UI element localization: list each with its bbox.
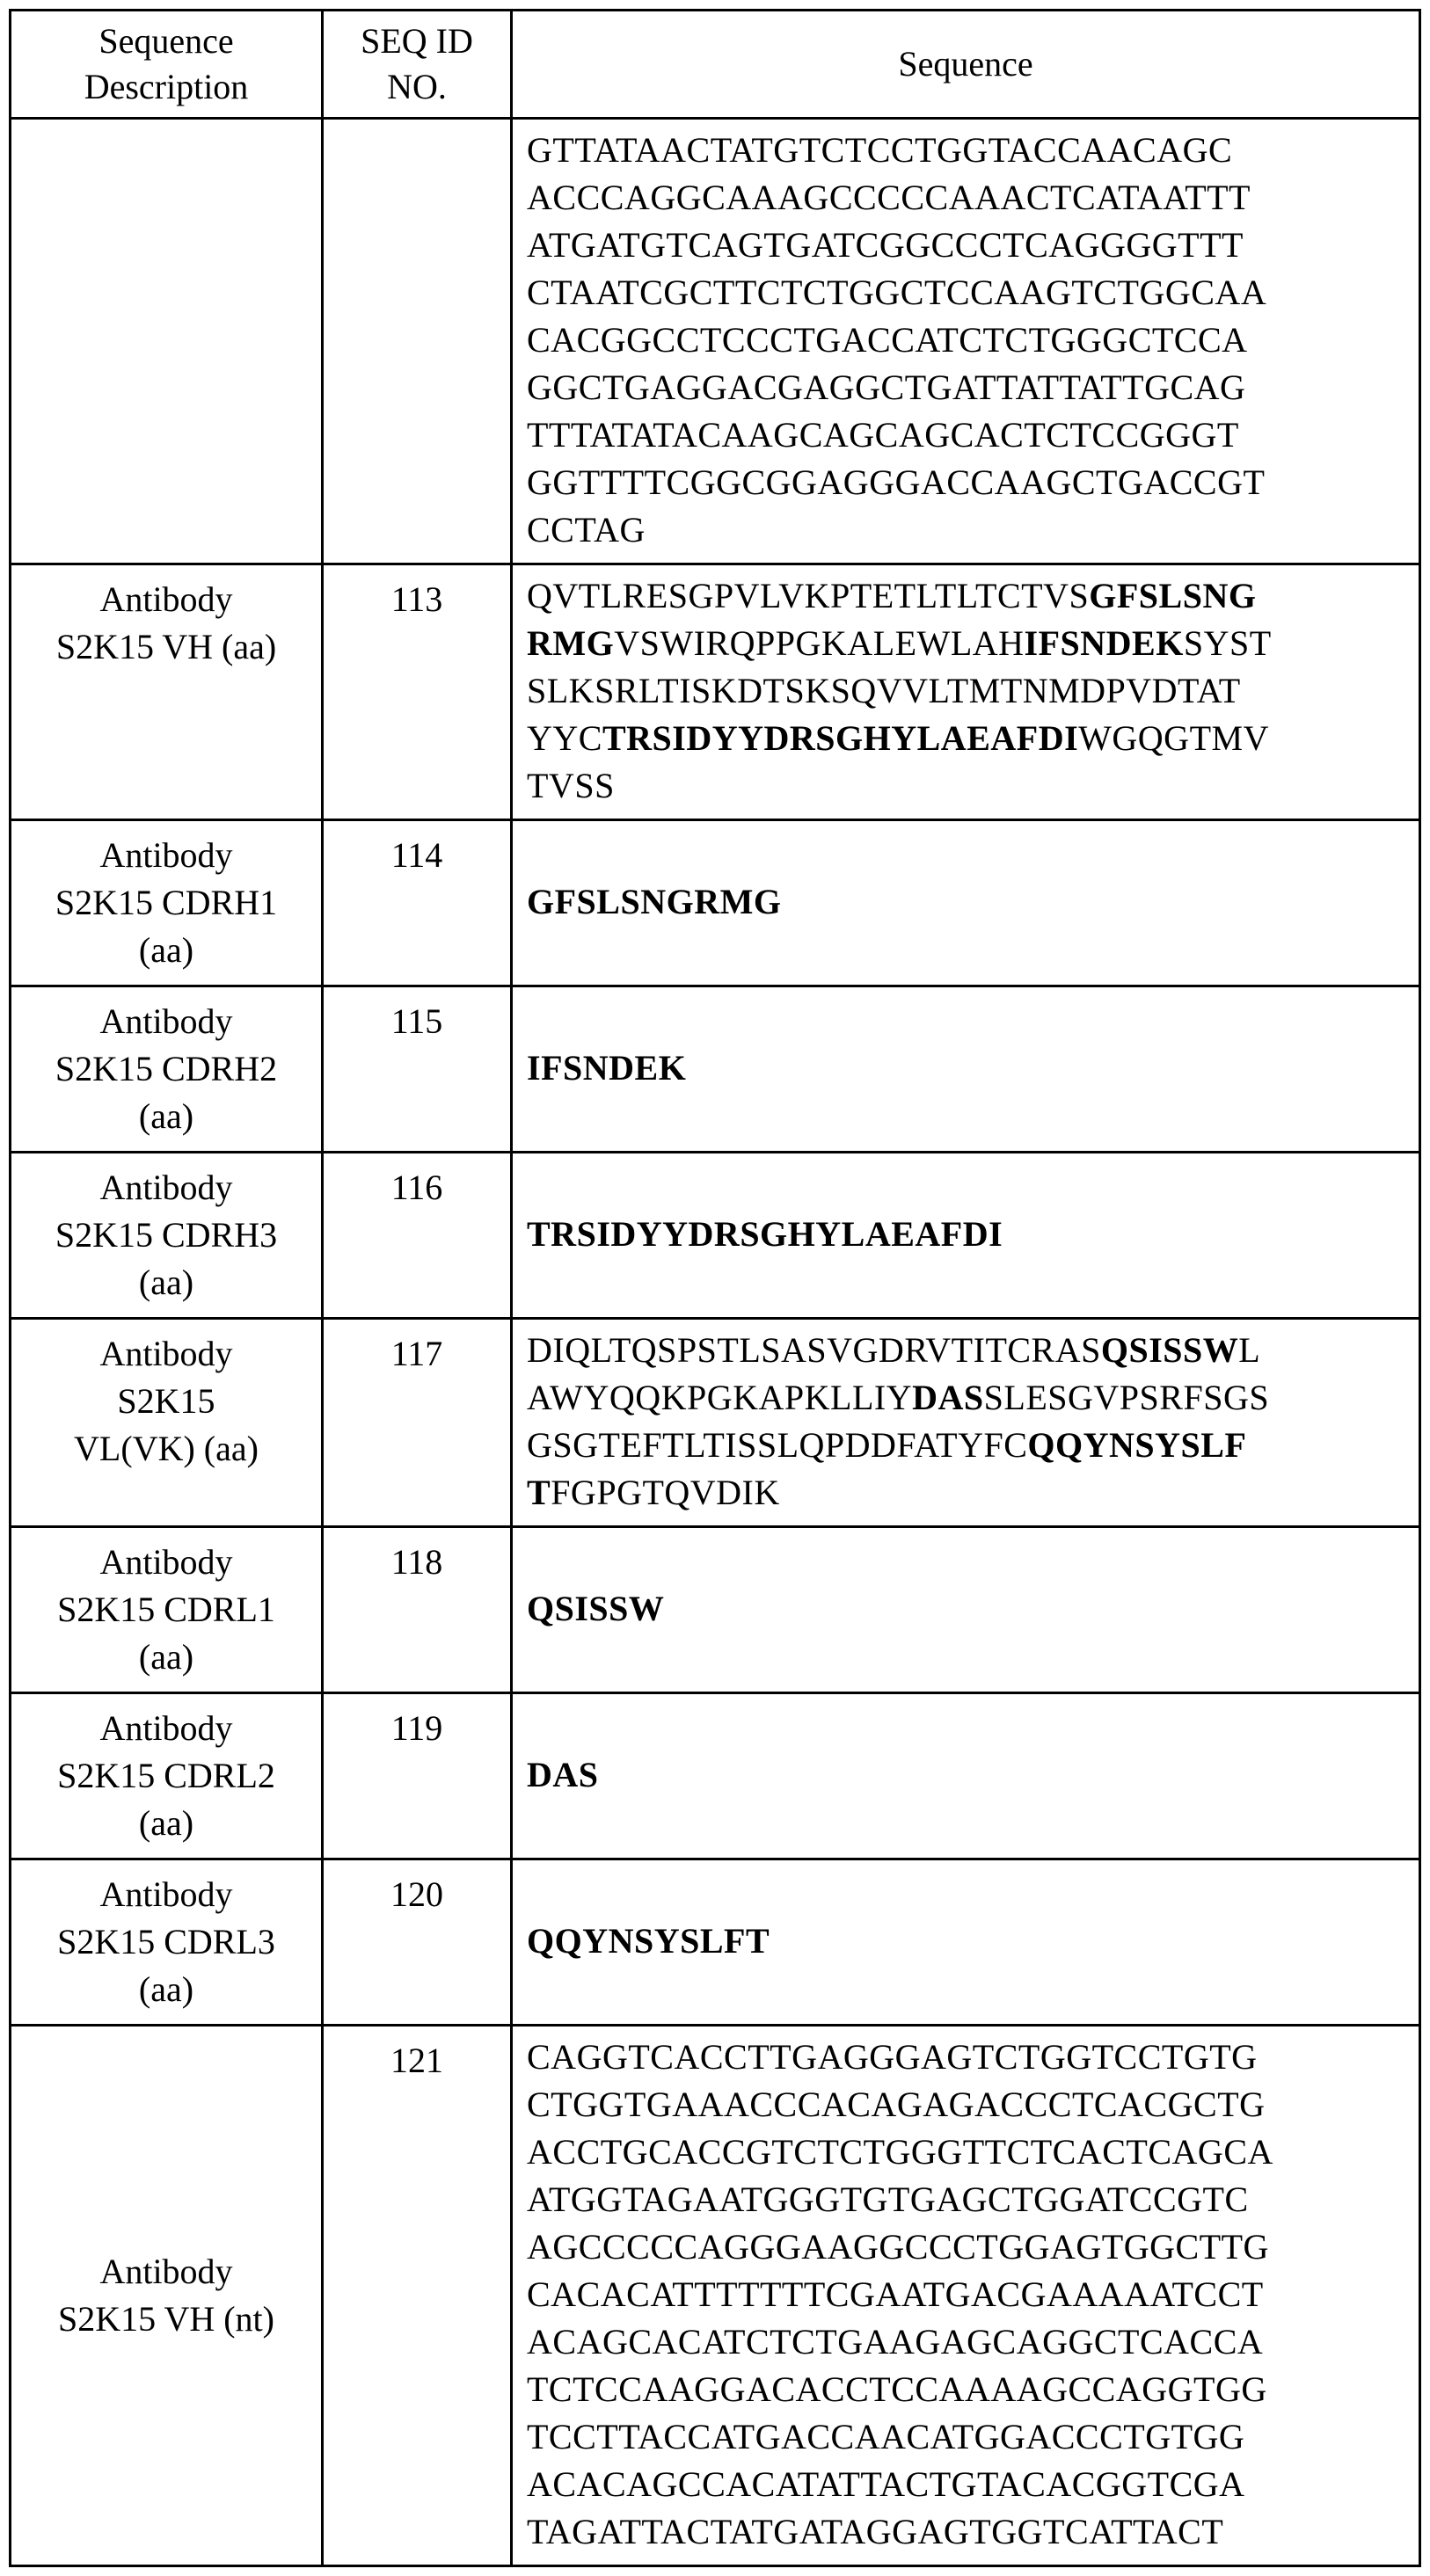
table-header xyxy=(11,11,1420,119)
seq-id-cell xyxy=(323,119,512,564)
sequence-cell xyxy=(512,1693,1420,1859)
seq-id-cell: 114 xyxy=(323,820,512,986)
sequence-description-cell xyxy=(11,119,323,564)
seq-id-cell: 113 xyxy=(323,564,512,820)
table-row xyxy=(11,1527,1420,1693)
header-sequence: Sequence xyxy=(512,11,1420,119)
sequence-segment-bold: GFSLSNGRMG xyxy=(527,882,782,921)
sequence-segment-bold: QSISSW xyxy=(1100,1330,1239,1370)
sequence-segment-bold: IFSNDEK xyxy=(527,1048,687,1088)
sequence-segment: DIQLTQSPSTLSASVGDRVTITCRAS xyxy=(527,1330,1101,1370)
sequence-table-body xyxy=(11,119,1420,2566)
sequence-segment-bold: DAS xyxy=(527,1755,599,1794)
seq-id-cell: 115 xyxy=(323,986,512,1153)
table-row xyxy=(11,119,1420,564)
table-row xyxy=(11,2026,1420,2566)
sequence-description-cell: Antibody S2K15 CDRL2 (aa) xyxy=(11,1693,323,1859)
sequence-cell xyxy=(512,119,1420,564)
sequence-segment-bold: QSISSW xyxy=(527,1589,665,1628)
sequence-cell xyxy=(512,1859,1420,2026)
sequence-description-cell: Antibody S2K15 VL(VK) (aa) xyxy=(11,1319,323,1527)
sequence-cell xyxy=(512,2026,1420,2566)
sequence-cell xyxy=(512,986,1420,1153)
sequence-segment-bold: TRSIDYYDRSGHYLAEAFDI xyxy=(602,718,1079,758)
sequence-segment-bold: QQYNSYSLF T xyxy=(527,1425,1247,1512)
table-row xyxy=(11,1319,1420,1527)
seq-id-cell: 119 xyxy=(323,1693,512,1859)
header-seq-id-no: SEQ ID NO. xyxy=(323,11,512,119)
sequence-segment: WGQGTMV TVSS xyxy=(527,718,1269,805)
sequence-segment: VSWIRQPPGKALEWLAH xyxy=(614,623,1025,663)
header-sequence-description: Sequence Description xyxy=(11,11,323,119)
seq-id-cell: 117 xyxy=(323,1319,512,1527)
seq-id-cell: 118 xyxy=(323,1527,512,1693)
sequence-segment-bold: GFSLSNG RMG xyxy=(527,576,1257,663)
sequence-listing-table xyxy=(9,9,1421,2567)
sequence-segment: SLESGVPSRFSGS GSGTEFTLTISSLQPDDFATYFC xyxy=(527,1378,1270,1465)
table-row xyxy=(11,820,1420,986)
sequence-description-cell: Antibody S2K15 CDRH1 (aa) xyxy=(11,820,323,986)
sequence-description-cell: Antibody S2K15 CDRL3 (aa) xyxy=(11,1859,323,2026)
sequence-segment: L AWYQQKPGKAPKLLIY xyxy=(527,1330,1261,1417)
sequence-segment-bold: QQYNSYSLFT xyxy=(527,1921,770,1961)
sequence-cell xyxy=(512,1527,1420,1693)
sequence-description-cell: Antibody S2K15 VH (aa) xyxy=(11,564,323,820)
sequence-segment-bold: IFSNDEK xyxy=(1024,623,1184,663)
table-row xyxy=(11,1153,1420,1319)
table-row xyxy=(11,564,1420,820)
table-row xyxy=(11,1859,1420,2026)
sequence-segment: CAGGTCACCTTGAGGGAGTCTGGTCCTGTG CTGGTGAAACCCACAGAGACCCTCACGCTG ACCTGCACCGTCTCTGGGTTCTCACTCAGCA ATGGTAGAATGGGTGTGAGCTGGATCCGTC AGCCCCCAGGGAAGGCCCTGGAGTGGCTTG CACACATTTTTTTCGAATGACGAAAAATCCT ACAGCACATCTCTGAAGAGCAGGCTCACCA TCTCCAAGGACACCTCCAAAAGCCAGGTGG TCCTTACCATGACCAACATGGACCCTGTGG ACACAGCCACATATTACTGTACACGGTCGA TAGATTACTATGATAGGAGTGGTCATTACT xyxy=(527,2037,1273,2551)
sequence-description-cell: Antibody S2K15 CDRH3 (aa) xyxy=(11,1153,323,1319)
sequence-description-cell: Antibody S2K15 VH (nt) xyxy=(11,2026,323,2566)
sequence-cell xyxy=(512,820,1420,986)
sequence-segment: GTTATAACTATGTCTCCTGGTACCAACAGC ACCCAGGCAAAGCCCCCAAACTCATAATTT ATGATGTCAGTGATCGGCCCTCAGGGGTTT CTAATCGCTTCTCTGGCTCCAAGTCTGGCAA CACGGCCTCCCTGACCATCTCTGGGCTCCA GGCTGAGGACGAGGCTGATTATTATTGCAG TTTATATACAAGCAGCAGCACTCTCCGGGT GGTTTTCGGCGGAGGGACCAAGCTGACCGT CCTAG xyxy=(527,130,1267,549)
seq-id-cell: 120 xyxy=(323,1859,512,2026)
sequence-cell xyxy=(512,564,1420,820)
seq-id-cell: 121 xyxy=(323,2026,512,2566)
sequence-segment-bold: TRSIDYYDRSGHYLAEAFDI xyxy=(527,1214,1003,1254)
table-row xyxy=(11,986,1420,1153)
sequence-segment: SYST SLKSRLTISKDTSKSQVVLTMTNMDPVDTAT YYC xyxy=(527,623,1272,758)
table-row xyxy=(11,1693,1420,1859)
sequence-cell xyxy=(512,1153,1420,1319)
sequence-cell xyxy=(512,1319,1420,1527)
seq-id-cell: 116 xyxy=(323,1153,512,1319)
sequence-segment-bold: DAS xyxy=(912,1378,984,1417)
header-row xyxy=(11,11,1420,119)
sequence-segment: QVTLRESGPVLVKPTETLTLTCTVS xyxy=(527,576,1090,615)
sequence-segment: FGPGTQVDIK xyxy=(551,1473,780,1512)
sequence-description-cell: Antibody S2K15 CDRH2 (aa) xyxy=(11,986,323,1153)
sequence-description-cell: Antibody S2K15 CDRL1 (aa) xyxy=(11,1527,323,1693)
